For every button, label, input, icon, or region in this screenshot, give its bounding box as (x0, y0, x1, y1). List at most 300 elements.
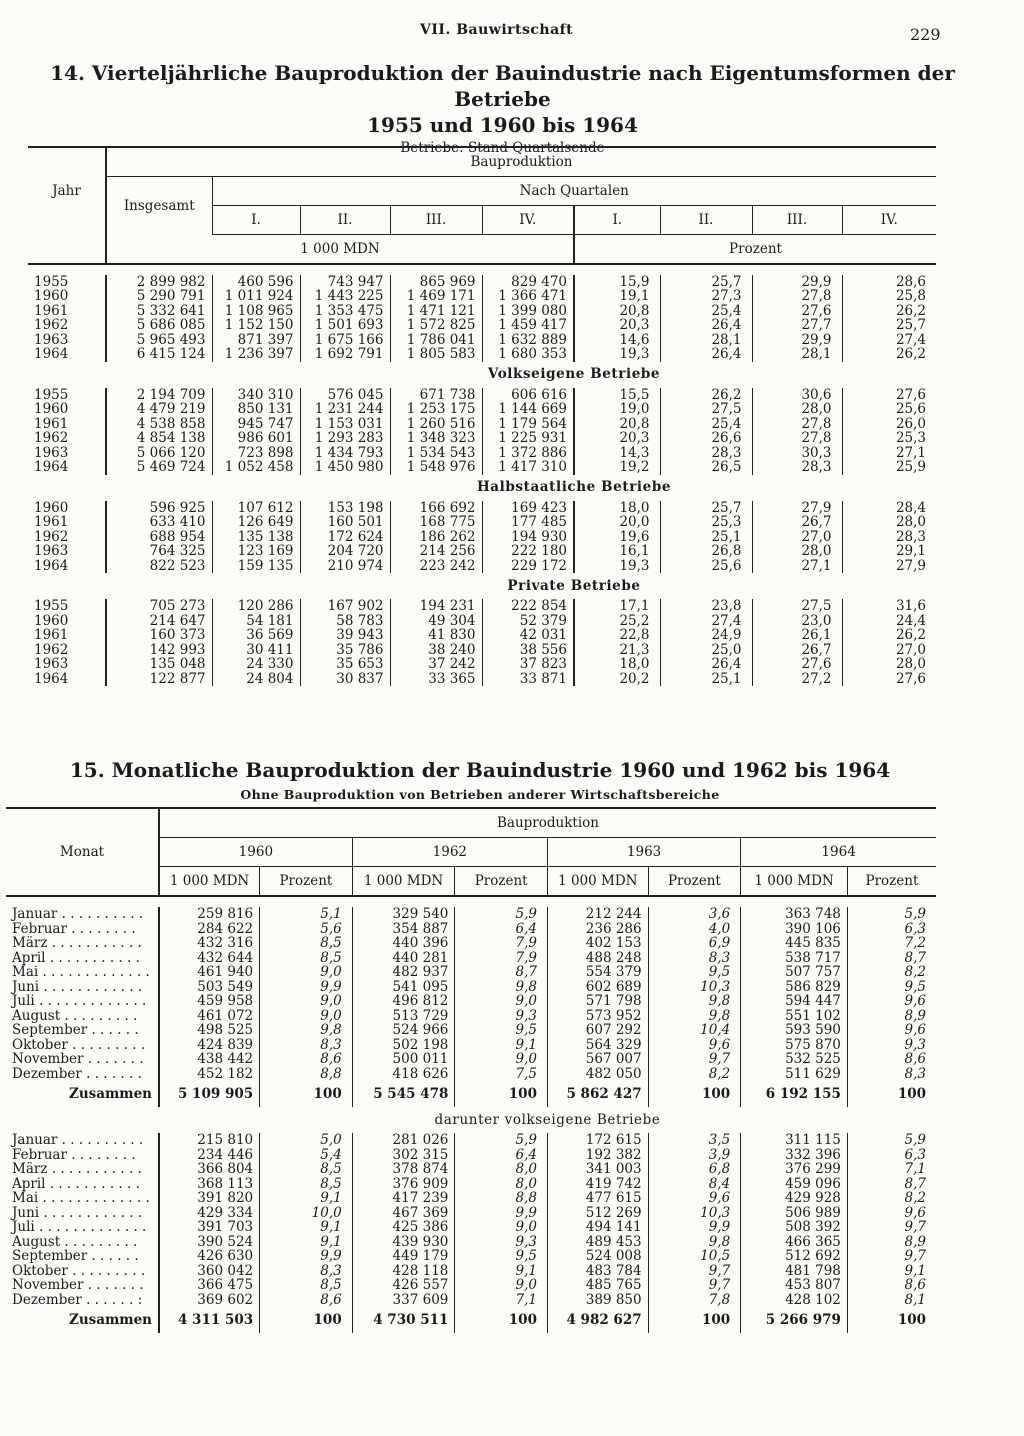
table15-subtitle: Ohne Bauproduktion von Betrieben anderer Wirtschaftsbereiche (240, 787, 720, 802)
table-row (28, 657, 936, 672)
month-cell: September . . . . . . (12, 1022, 139, 1038)
col-bauproduktion-15: Bauproduktion (159, 808, 936, 838)
value-cell: 20,2 (574, 672, 660, 687)
value-cell: 36 569 (212, 628, 300, 643)
value-cell: 28,1 (752, 347, 842, 362)
table-row (28, 388, 936, 403)
value-cell: 20,3 (574, 318, 660, 333)
value-cell: 23,0 (752, 614, 842, 629)
value-cell: 8,1 (847, 1293, 936, 1308)
value-cell: 6,4 (455, 1148, 548, 1163)
value-cell: 27,5 (752, 599, 842, 614)
value-cell: 26,1 (752, 628, 842, 643)
value-cell: 9,8 (648, 994, 741, 1009)
value-cell: 390 106 (741, 922, 848, 937)
value-cell: 9,1 (260, 1191, 353, 1206)
value-cell: 10,5 (648, 1249, 741, 1264)
value-cell: 1 366 471 (482, 289, 574, 304)
table-row (6, 1052, 936, 1067)
month-cell: April . . . . . . . . . . . (12, 1175, 140, 1192)
value-cell: 25,4 (660, 417, 752, 432)
month-cell: Januar . . . . . . . . . . (12, 906, 144, 922)
value-cell: 10,0 (260, 1206, 353, 1221)
value-cell: 10,3 (648, 1206, 741, 1221)
value-cell: 15,9 (574, 275, 660, 290)
value-cell: 20,3 (574, 431, 660, 446)
value-cell: 576 045 (300, 388, 390, 403)
value-cell: 554 379 (547, 965, 648, 980)
table-row (6, 1278, 936, 1293)
table-row (28, 431, 936, 446)
value-cell: 28,1 (660, 333, 752, 348)
unit-pct: Prozent (574, 235, 936, 264)
value-cell: 485 765 (547, 1278, 648, 1293)
value-cell: 1 144 669 (482, 402, 574, 417)
value-cell: 9,9 (260, 980, 353, 995)
table-row (6, 951, 936, 966)
col-year-1960: 1960 (159, 838, 352, 867)
value-cell: 25,8 (842, 289, 936, 304)
value-cell: 26,4 (660, 318, 752, 333)
value-cell: 5 290 791 (106, 289, 212, 304)
total-cell: 100 (847, 1307, 936, 1333)
value-cell: 1 632 889 (482, 333, 574, 348)
table14-subtitle: Betriebe: Stand Quartalsende (400, 140, 605, 156)
col-bauproduktion: Bauproduktion (106, 147, 936, 177)
month-cell: Juli . . . . . . . . . . . . . (12, 1219, 147, 1235)
value-cell: 429 334 (159, 1206, 260, 1221)
value-cell: 52 379 (482, 614, 574, 629)
value-cell: 337 609 (352, 1293, 455, 1308)
value-cell: 9,7 (648, 1278, 741, 1293)
value-cell: 4,0 (648, 922, 741, 937)
value-cell: 366 804 (159, 1162, 260, 1177)
value-cell: 507 757 (741, 965, 848, 980)
page-number: 229 (910, 25, 941, 44)
value-cell: 8,8 (260, 1067, 353, 1082)
value-cell: 8,2 (847, 1191, 936, 1206)
value-cell: 28,0 (842, 657, 936, 672)
value-cell: 1 434 793 (300, 446, 390, 461)
table-row (6, 907, 936, 922)
value-cell: 9,3 (455, 1009, 548, 1024)
value-cell: 496 812 (352, 994, 455, 1009)
col-insgesamt: Insgesamt (106, 177, 212, 235)
table-row (6, 980, 936, 995)
value-cell: 27,8 (752, 289, 842, 304)
value-cell: 460 596 (212, 275, 300, 290)
value-cell: 172 615 (547, 1133, 648, 1148)
value-cell: 723 898 (212, 446, 300, 461)
value-cell: 9,3 (847, 1038, 936, 1053)
value-cell: 8,9 (847, 1009, 936, 1024)
value-cell: 633 410 (106, 515, 212, 530)
value-cell: 424 839 (159, 1038, 260, 1053)
col-q2-abs: II. (300, 206, 390, 235)
value-cell: 8,7 (847, 1177, 936, 1192)
value-cell: 7,9 (455, 951, 548, 966)
value-cell: 9,5 (455, 1023, 548, 1038)
value-cell: 671 738 (390, 388, 482, 403)
month-cell: März . . . . . . . . . . . (12, 935, 142, 951)
value-cell: 27,6 (842, 672, 936, 687)
total-cell: 100 (847, 1081, 936, 1107)
value-cell: 204 720 (300, 544, 390, 559)
value-cell: 212 244 (547, 907, 648, 922)
value-cell: 1 372 886 (482, 446, 574, 461)
value-cell: 445 835 (741, 936, 848, 951)
value-cell: 9,3 (455, 1235, 548, 1250)
value-cell: 1 260 516 (390, 417, 482, 432)
value-cell: 4 538 858 (106, 417, 212, 432)
value-cell: 573 952 (547, 1009, 648, 1024)
value-cell: 596 925 (106, 501, 212, 516)
group-title-row (28, 475, 936, 501)
table15-title-block (30, 757, 930, 802)
value-cell: 8,6 (260, 1052, 353, 1067)
table-row (6, 1177, 936, 1192)
value-cell: 10,3 (648, 980, 741, 995)
value-cell: 9,0 (455, 994, 548, 1009)
value-cell: 1 450 980 (300, 460, 390, 475)
value-cell: 159 135 (212, 559, 300, 574)
table-row (28, 614, 936, 629)
value-cell: 19,1 (574, 289, 660, 304)
value-cell: 27,6 (842, 388, 936, 403)
value-cell: 19,0 (574, 402, 660, 417)
total-cell: 5 109 905 (159, 1081, 260, 1107)
year-cell: 1960 (34, 288, 69, 304)
col-q1-abs: I. (212, 206, 300, 235)
value-cell: 210 974 (300, 559, 390, 574)
table-row (28, 333, 936, 348)
table14-title: 14. Vierteljährliche Bauproduktion der Bauindustrie nach Eigentumsformen der Betriebe 1955 und 1960 bis 1964 (50, 61, 955, 137)
value-cell: 7,1 (847, 1162, 936, 1177)
value-cell: 1 572 825 (390, 318, 482, 333)
value-cell: 3,5 (648, 1133, 741, 1148)
value-cell: 27,0 (842, 643, 936, 658)
value-cell: 8,4 (648, 1177, 741, 1192)
value-cell: 498 525 (159, 1023, 260, 1038)
value-cell: 9,9 (455, 1206, 548, 1221)
value-cell: 26,2 (660, 388, 752, 403)
value-cell: 120 286 (212, 599, 300, 614)
value-cell: 7,9 (455, 936, 548, 951)
value-cell: 440 281 (352, 951, 455, 966)
value-cell: 1 231 244 (300, 402, 390, 417)
value-cell: 9,0 (455, 1220, 548, 1235)
value-cell: 428 118 (352, 1264, 455, 1279)
table15 (6, 807, 936, 1333)
table14-body (28, 264, 936, 697)
value-cell: 9,7 (847, 1220, 936, 1235)
value-cell: 15,5 (574, 388, 660, 403)
total-cell: 5 266 979 (741, 1307, 848, 1333)
value-cell: 607 292 (547, 1023, 648, 1038)
value-cell: 508 392 (741, 1220, 848, 1235)
value-cell: 135 138 (212, 530, 300, 545)
value-cell: 9,1 (847, 1264, 936, 1279)
year-cell: 1963 (34, 543, 69, 559)
value-cell: 391 703 (159, 1220, 260, 1235)
value-cell: 21,3 (574, 643, 660, 658)
value-cell: 1 399 080 (482, 304, 574, 319)
month-cell: August . . . . . . . . . (12, 1233, 138, 1250)
value-cell: 1 459 417 (482, 318, 574, 333)
table-row (28, 402, 936, 417)
table-row (6, 1191, 936, 1206)
group-title: Private Betriebe (507, 577, 641, 594)
value-cell: 429 928 (741, 1191, 848, 1206)
value-cell: 26,0 (842, 417, 936, 432)
value-cell: 8,0 (455, 1177, 548, 1192)
value-cell: 9,6 (648, 1191, 741, 1206)
value-cell: 4 479 219 (106, 402, 212, 417)
value-cell: 402 153 (547, 936, 648, 951)
value-cell: 332 396 (741, 1148, 848, 1163)
value-cell: 169 423 (482, 501, 574, 516)
total-cell: 100 (648, 1081, 741, 1107)
value-cell: 29,1 (842, 544, 936, 559)
value-cell: 29,9 (752, 275, 842, 290)
table14-title-block (30, 60, 975, 156)
year-cell: 1964 (34, 557, 69, 574)
total-label: Zusammen (68, 1085, 152, 1102)
value-cell: 27,5 (660, 402, 752, 417)
value-cell: 38 240 (390, 643, 482, 658)
value-cell: 17,1 (574, 599, 660, 614)
group-title-row (28, 362, 936, 388)
year-cell: 1955 (34, 598, 69, 614)
value-cell: 1 501 693 (300, 318, 390, 333)
table-row (6, 1009, 936, 1024)
table14 (28, 146, 936, 696)
value-cell: 764 325 (106, 544, 212, 559)
value-cell: 5 066 120 (106, 446, 212, 461)
value-cell: 1 469 171 (390, 289, 482, 304)
value-cell: 9,7 (648, 1264, 741, 1279)
value-cell: 506 989 (741, 1206, 848, 1221)
value-cell: 302 315 (352, 1148, 455, 1163)
value-cell: 14,6 (574, 333, 660, 348)
value-cell: 28,4 (842, 501, 936, 516)
total-row (6, 1307, 936, 1333)
value-cell: 9,7 (847, 1249, 936, 1264)
value-cell: 494 141 (547, 1220, 648, 1235)
table-row (28, 501, 936, 516)
year-cell: 1960 (34, 401, 69, 417)
value-cell: 49 304 (390, 614, 482, 629)
value-cell: 9,1 (455, 1038, 548, 1053)
value-cell: 28,3 (842, 530, 936, 545)
year-cell: 1961 (34, 627, 69, 643)
value-cell: 9,8 (260, 1023, 353, 1038)
value-cell: 3,9 (648, 1148, 741, 1163)
value-cell: 122 877 (106, 672, 212, 687)
year-cell: 1964 (34, 459, 69, 475)
value-cell: 9,6 (847, 1206, 936, 1221)
month-cell: April . . . . . . . . . . . (12, 949, 140, 966)
value-cell: 38 556 (482, 643, 574, 658)
value-cell: 28,0 (752, 544, 842, 559)
value-cell: 30,6 (752, 388, 842, 403)
value-cell: 551 102 (741, 1009, 848, 1024)
value-cell: 378 874 (352, 1162, 455, 1177)
value-cell: 33 365 (390, 672, 482, 687)
value-cell: 9,1 (260, 1220, 353, 1235)
value-cell: 1 293 283 (300, 431, 390, 446)
value-cell: 8,6 (847, 1052, 936, 1067)
value-cell: 8,2 (847, 965, 936, 980)
month-cell: November . . . . . . . (12, 1051, 144, 1067)
table-row (6, 1133, 936, 1148)
value-cell: 489 453 (547, 1235, 648, 1250)
value-cell: 4 854 138 (106, 431, 212, 446)
value-cell: 541 095 (352, 980, 455, 995)
value-cell: 284 622 (159, 922, 260, 937)
value-cell: 27,1 (842, 446, 936, 461)
value-cell: 27,1 (752, 559, 842, 574)
value-cell: 41 830 (390, 628, 482, 643)
table-row (28, 643, 936, 658)
value-cell: 33 871 (482, 672, 574, 687)
year-cell: 1955 (34, 386, 69, 403)
value-cell: 360 042 (159, 1264, 260, 1279)
value-cell: 5,9 (455, 1133, 548, 1148)
value-cell: 418 626 (352, 1067, 455, 1082)
value-cell: 27,6 (752, 657, 842, 672)
value-cell: 8,5 (260, 1162, 353, 1177)
value-cell: 9,0 (455, 1052, 548, 1067)
value-cell: 186 262 (390, 530, 482, 545)
year-cell: 1962 (34, 430, 69, 446)
value-cell: 512 692 (741, 1249, 848, 1264)
value-cell: 1 680 353 (482, 347, 574, 362)
table-row (6, 1067, 936, 1082)
total-cell: 4 982 627 (547, 1307, 648, 1333)
value-cell: 389 850 (547, 1293, 648, 1308)
value-cell: 5,9 (455, 907, 548, 922)
value-cell: 368 113 (159, 1177, 260, 1192)
value-cell: 5,6 (260, 922, 353, 937)
value-cell: 986 601 (212, 431, 300, 446)
value-cell: 376 909 (352, 1177, 455, 1192)
month-cell: Juni . . . . . . . . . . . . (12, 1204, 143, 1221)
value-cell: 500 011 (352, 1052, 455, 1067)
month-cell: Oktober . . . . . . . . . (12, 1262, 146, 1279)
month-cell: Mai . . . . . . . . . . . . . (12, 1190, 150, 1206)
value-cell: 3,6 (648, 907, 741, 922)
value-cell: 461 072 (159, 1009, 260, 1024)
page-header (0, 22, 1024, 46)
value-cell: 366 475 (159, 1278, 260, 1293)
value-cell: 229 172 (482, 559, 574, 574)
value-cell: 24 804 (212, 672, 300, 687)
col-q4-abs: IV. (482, 206, 574, 235)
value-cell: 35 786 (300, 643, 390, 658)
value-cell: 2 194 709 (106, 388, 212, 403)
value-cell: 440 396 (352, 936, 455, 951)
value-cell: 27,4 (842, 333, 936, 348)
value-cell: 1 153 031 (300, 417, 390, 432)
value-cell: 390 524 (159, 1235, 260, 1250)
value-cell: 236 286 (547, 922, 648, 937)
value-cell: 26,4 (660, 347, 752, 362)
value-cell: 8,0 (455, 1162, 548, 1177)
value-cell: 6,8 (648, 1162, 741, 1177)
value-cell: 425 386 (352, 1220, 455, 1235)
table-row (28, 515, 936, 530)
value-cell: 452 182 (159, 1067, 260, 1082)
value-cell: 8,3 (847, 1067, 936, 1082)
year-cell: 1962 (34, 528, 69, 545)
value-cell: 9,6 (847, 994, 936, 1009)
value-cell: 512 269 (547, 1206, 648, 1221)
month-cell: Mai . . . . . . . . . . . . . (12, 964, 150, 980)
value-cell: 7,2 (847, 936, 936, 951)
table-row (6, 1162, 936, 1177)
value-cell: 329 540 (352, 907, 455, 922)
value-cell: 58 783 (300, 614, 390, 629)
value-cell: 26,2 (842, 628, 936, 643)
value-cell: 9,7 (648, 1052, 741, 1067)
value-cell: 14,3 (574, 446, 660, 461)
value-cell: 391 820 (159, 1191, 260, 1206)
value-cell: 24 330 (212, 657, 300, 672)
table-row (6, 1220, 936, 1235)
value-cell: 9,5 (648, 965, 741, 980)
year-cell: 1962 (34, 317, 69, 333)
value-cell: 9,0 (455, 1278, 548, 1293)
value-cell: 8,3 (260, 1264, 353, 1279)
value-cell: 865 969 (390, 275, 482, 290)
table-row (6, 1148, 936, 1163)
value-cell: 488 248 (547, 951, 648, 966)
value-cell: 7,8 (648, 1293, 741, 1308)
value-cell: 432 316 (159, 936, 260, 951)
table15-title: 15. Monatliche Bauproduktion der Bauindustrie 1960 und 1962 bis 1964 (69, 758, 891, 782)
value-cell: 354 887 (352, 922, 455, 937)
col-pct-1964: Prozent (847, 867, 936, 897)
table-row (28, 417, 936, 432)
table-row (6, 1235, 936, 1250)
value-cell: 9,5 (455, 1249, 548, 1264)
value-cell: 513 729 (352, 1009, 455, 1024)
value-cell: 123 169 (212, 544, 300, 559)
table-row (6, 994, 936, 1009)
value-cell: 18,0 (574, 501, 660, 516)
value-cell: 25,3 (842, 431, 936, 446)
value-cell: 26,7 (752, 515, 842, 530)
total-cell: 5 862 427 (547, 1081, 648, 1107)
total-cell: 6 192 155 (741, 1081, 848, 1107)
value-cell: 24,9 (660, 628, 752, 643)
month-cell: Dezember . . . . . . . (12, 1065, 142, 1082)
value-cell: 222 854 (482, 599, 574, 614)
year-cell: 1955 (34, 273, 69, 290)
value-cell: 481 798 (741, 1264, 848, 1279)
month-cell: Juni . . . . . . . . . . . . (12, 978, 143, 995)
total-label: Zusammen (68, 1311, 152, 1328)
value-cell: 503 549 (159, 980, 260, 995)
value-cell: 8,8 (455, 1191, 548, 1206)
value-cell: 160 501 (300, 515, 390, 530)
value-cell: 5,0 (260, 1133, 353, 1148)
value-cell: 467 369 (352, 1206, 455, 1221)
value-cell: 28,0 (842, 515, 936, 530)
group-title: Volkseigene Betriebe (487, 366, 661, 383)
value-cell: 27,8 (752, 417, 842, 432)
